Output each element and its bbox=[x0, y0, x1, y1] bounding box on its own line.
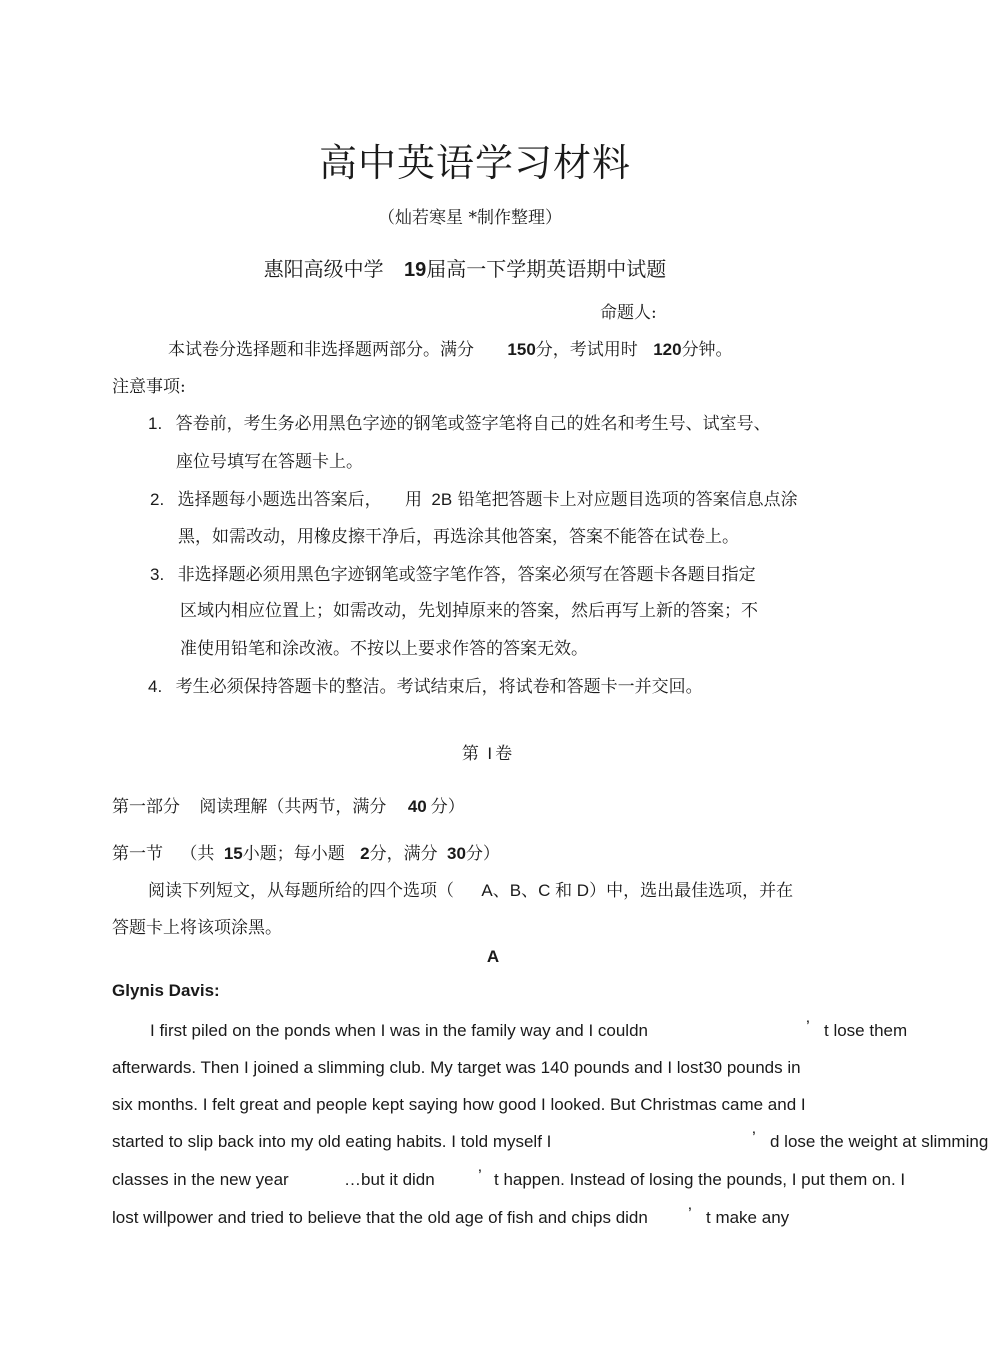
section-label: 第一节 bbox=[112, 844, 163, 864]
points-each: 2 bbox=[360, 844, 370, 863]
passage-apostrophe: ’ bbox=[478, 1166, 482, 1185]
section-text: 分） bbox=[465, 844, 500, 864]
part-score: 40 bbox=[407, 797, 427, 816]
volume-heading bbox=[0, 739, 974, 764]
intro-score: 150 bbox=[507, 340, 536, 359]
volume-text-b: 卷 bbox=[495, 744, 513, 764]
notice-item-1 bbox=[148, 409, 771, 434]
question-setter: 命题人: bbox=[600, 303, 657, 323]
notice-item-text: 用 bbox=[405, 490, 422, 510]
intro-minutes: 120 bbox=[653, 340, 682, 359]
notice-item-3-continued: 准使用铅笔和涂改液。不按以上要求作答的答案无效。 bbox=[180, 639, 588, 659]
intro-text-a: 本试卷分选择题和非选择题两部分。满分 bbox=[168, 340, 474, 360]
passage-letter: A bbox=[486, 947, 500, 966]
answer-options: A、B、C 和 D bbox=[481, 881, 590, 900]
part-label: 第一部分 bbox=[112, 797, 180, 817]
section-text: （共 bbox=[180, 844, 215, 864]
passage-line: six months. I felt great and people kept saying how good I looked. But Christmas came and I bbox=[112, 1095, 806, 1114]
reading-instructions bbox=[148, 876, 793, 901]
notice-item-2 bbox=[150, 485, 798, 510]
intro-text-b: 分，考试用时 bbox=[535, 340, 638, 360]
section-text: 小题；每小题 bbox=[242, 844, 345, 864]
passage-line: lost willpower and tried to believe that the old age of fish and chips didn bbox=[112, 1208, 648, 1227]
part-title: 阅读理解（共两节，满分 bbox=[199, 797, 387, 817]
document-title: 高中英语学习材料 bbox=[318, 141, 631, 185]
pencil-grade: 2B bbox=[431, 490, 453, 509]
passage-apostrophe: ’ bbox=[752, 1128, 756, 1147]
notice-item-3 bbox=[150, 560, 756, 585]
instructions-text: 阅读下列短文，从每题所给的四个选项（ bbox=[148, 881, 454, 901]
notice-item-number: 3. bbox=[150, 565, 165, 584]
part-unit: 分） bbox=[430, 797, 465, 817]
volume-numeral: I bbox=[487, 744, 493, 763]
exam-title-rest: 届高一下学期英语期中试题 bbox=[426, 257, 667, 281]
exam-title-school: 惠阳高级中学 bbox=[263, 257, 384, 281]
reading-instructions-continued: 答题卡上将该项涂黑。 bbox=[112, 918, 282, 938]
intro-text-c: 分钟。 bbox=[681, 340, 733, 360]
passage-apostrophe: ’ bbox=[806, 1017, 810, 1036]
notice-item-number: 1. bbox=[148, 414, 163, 433]
notice-item-4 bbox=[148, 672, 703, 697]
passage-line: t make any bbox=[706, 1208, 790, 1227]
notice-item-number: 4. bbox=[148, 677, 163, 696]
notice-item-text: 考生必须保持答题卡的整洁。考试结束后，将试卷和答题卡一并交回。 bbox=[175, 677, 703, 697]
source-note: （灿若寒星 *制作整理） bbox=[378, 208, 562, 228]
passage-line: afterwards. Then I joined a slimming club. My target was 140 pounds and I lost30 pounds in bbox=[112, 1058, 801, 1077]
passage-speaker: Glynis Davis: bbox=[112, 981, 220, 1000]
exam-intro bbox=[168, 335, 733, 360]
passage-line: started to slip back into my old eating habits. I told myself I bbox=[112, 1132, 552, 1151]
notice-item-number: 2. bbox=[150, 490, 165, 509]
passage-line: I first piled on the ponds when I was in the family way and I couldn bbox=[150, 1021, 648, 1040]
volume-text-a: 第 bbox=[461, 744, 479, 764]
notice-item-text: 非选择题必须用黑色字迹钢笔或签字笔作答，答案必须写在答题卡各题目指定 bbox=[177, 565, 756, 585]
passage-line: d lose the weight at slimming bbox=[770, 1132, 988, 1151]
instructions-text: ）中，选出最佳选项，并在 bbox=[589, 881, 794, 901]
notice-item-2-continued: 黑，如需改动，用橡皮擦干净后，再选涂其他答案，答案不能答在试卷上。 bbox=[178, 527, 739, 547]
notice-item-1-continued: 座位号填写在答题卡上。 bbox=[176, 452, 363, 472]
exam-title bbox=[0, 253, 930, 282]
passage-line: classes in the new year bbox=[112, 1170, 289, 1189]
question-count: 15 bbox=[223, 844, 243, 863]
notice-item-text: 选择题每小题选出答案后， bbox=[177, 490, 382, 510]
part-one-heading bbox=[112, 792, 465, 817]
notice-item-3-continued: 区域内相应位置上；如需改动，先划掉原来的答案，然后再写上新的答案；不 bbox=[180, 601, 758, 621]
passage-apostrophe: ’ bbox=[688, 1204, 692, 1223]
notice-item-text: 答卷前，考生务必用黑色字迹的钢笔或签字笔将自己的姓名和考生号、试室号、 bbox=[175, 414, 771, 434]
passage-line: t happen. Instead of losing the pounds, I put them on. I bbox=[494, 1170, 906, 1189]
passage-line: t lose them bbox=[824, 1021, 908, 1040]
points-total: 30 bbox=[447, 844, 466, 863]
notice-item-text: 铅笔把答题卡上对应题目选项的答案信息点涂 bbox=[457, 490, 798, 510]
section-text: 分，满分 bbox=[369, 844, 438, 864]
passage-line: …but it didn bbox=[344, 1170, 435, 1189]
section-one-heading bbox=[112, 839, 500, 864]
notice-heading: 注意事项: bbox=[112, 377, 186, 397]
exam-title-number: 19 bbox=[404, 259, 427, 281]
